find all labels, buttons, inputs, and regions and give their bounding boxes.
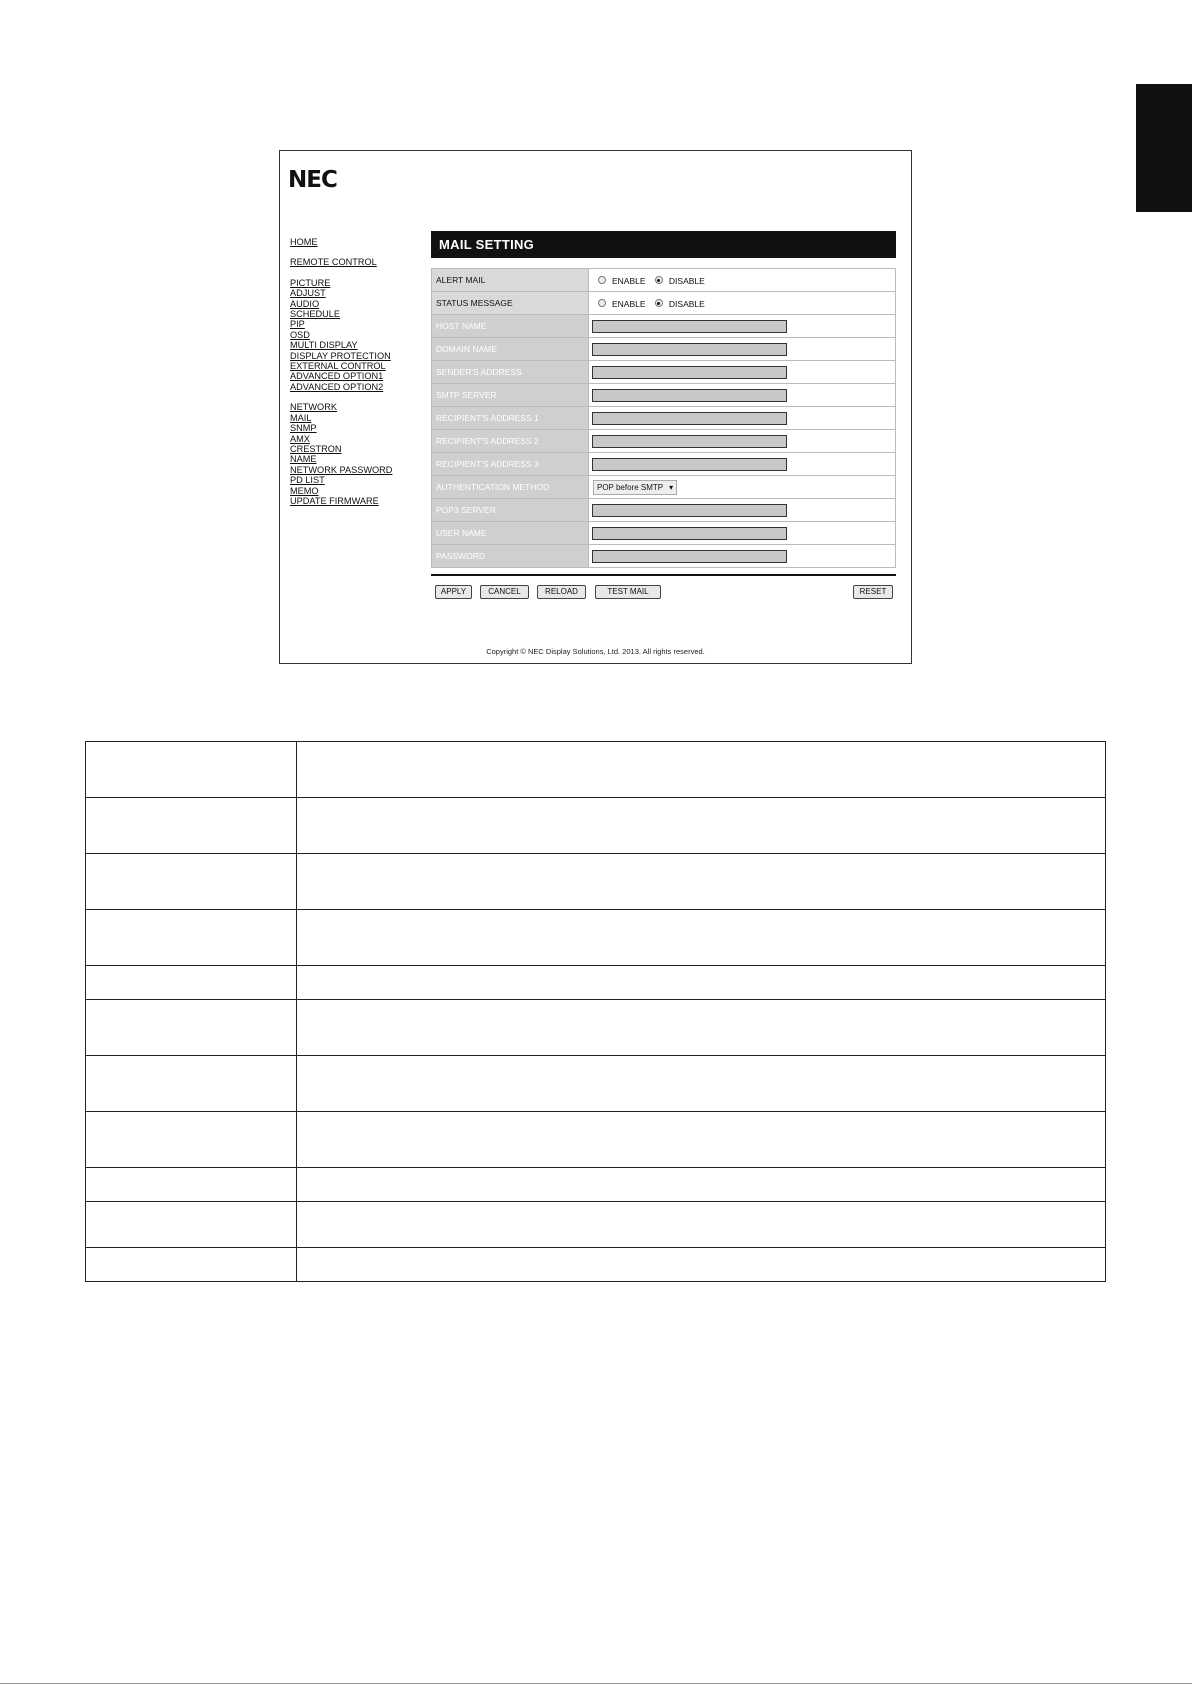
authentication-method-value: POP before SMTP bbox=[597, 482, 664, 492]
row-senders-address bbox=[432, 361, 896, 384]
table-row bbox=[86, 1202, 1106, 1248]
host-name-input[interactable] bbox=[592, 320, 787, 333]
table-row bbox=[86, 910, 1106, 966]
language-tab bbox=[1136, 84, 1192, 212]
test-mail-button[interactable]: TEST MAIL bbox=[595, 585, 661, 599]
table-row bbox=[86, 1168, 1106, 1202]
nav-update-firmware[interactable]: UPDATE FIRMWARE bbox=[290, 495, 379, 506]
row-user-name bbox=[432, 522, 896, 545]
nav-home[interactable]: HOME bbox=[290, 237, 318, 247]
settings-table bbox=[431, 268, 896, 568]
nav-schedule[interactable]: SCHEDULE bbox=[290, 309, 341, 320]
alert-mail-enable-radio[interactable] bbox=[598, 276, 606, 284]
nav-audio[interactable]: AUDIO bbox=[290, 298, 320, 309]
nav-display-protection[interactable]: DISPLAY PROTECTION bbox=[290, 350, 391, 361]
recipients-address-2-label: RECIPIENT'S ADDRESS 2 bbox=[432, 430, 589, 453]
chevron-down-icon: ▾ bbox=[669, 482, 674, 492]
senders-address-input[interactable] bbox=[592, 366, 787, 379]
page-footer-rule bbox=[0, 1683, 1192, 1684]
nav-mail[interactable]: MAIL bbox=[290, 412, 312, 423]
nav-pip[interactable]: PIP bbox=[290, 319, 305, 330]
row-recipients-address-3 bbox=[432, 453, 896, 476]
status-message-enable-label: ENABLE bbox=[612, 298, 646, 309]
table-row bbox=[86, 742, 1106, 798]
recipients-address-1-label: RECIPIENT'S ADDRESS 1 bbox=[432, 407, 589, 430]
table-row bbox=[86, 1000, 1106, 1056]
nav-memo[interactable]: MEMO bbox=[290, 485, 319, 496]
authentication-method-label: AUTHENTICATION METHOD bbox=[432, 476, 589, 499]
nav-name[interactable]: NAME bbox=[290, 454, 317, 465]
row-smtp-server bbox=[432, 384, 896, 407]
user-name-input[interactable] bbox=[592, 527, 787, 540]
sidebar-nav bbox=[290, 237, 392, 506]
pop3-server-label: POP3 SERVER bbox=[432, 499, 589, 522]
alert-mail-disable-radio[interactable] bbox=[655, 276, 663, 284]
row-domain-name bbox=[432, 338, 896, 361]
table-row bbox=[86, 1112, 1106, 1168]
nav-crestron[interactable]: CRESTRON bbox=[290, 443, 342, 454]
table-row bbox=[86, 798, 1106, 854]
password-label: PASSWORD bbox=[432, 545, 589, 568]
cancel-button[interactable]: CANCEL bbox=[480, 585, 529, 599]
description-table bbox=[85, 741, 1106, 1282]
domain-name-label: DOMAIN NAME bbox=[432, 338, 589, 361]
host-name-label: HOST NAME bbox=[432, 315, 589, 338]
row-status-message bbox=[432, 292, 896, 315]
nav-osd[interactable]: OSD bbox=[290, 329, 310, 340]
button-bar bbox=[431, 585, 896, 607]
alert-mail-enable-label: ENABLE bbox=[612, 275, 646, 286]
row-recipients-address-2 bbox=[432, 430, 896, 453]
nav-network[interactable]: NETWORK bbox=[290, 402, 337, 413]
nav-adjust[interactable]: ADJUST bbox=[290, 288, 326, 299]
nav-advanced-option1[interactable]: ADVANCED OPTION1 bbox=[290, 371, 384, 382]
nav-remote-control[interactable]: REMOTE CONTROL bbox=[290, 257, 377, 268]
nav-pd-list[interactable]: PD LIST bbox=[290, 475, 325, 486]
page-title: MAIL SETTING bbox=[431, 231, 896, 258]
domain-name-input[interactable] bbox=[592, 343, 787, 356]
smtp-server-input[interactable] bbox=[592, 389, 787, 402]
copyright-text: Copyright © NEC Display Solutions, Ltd. 2013. All rights reserved. bbox=[486, 647, 705, 656]
status-message-enable-radio[interactable] bbox=[598, 299, 606, 307]
row-recipients-address-1 bbox=[432, 407, 896, 430]
table-row bbox=[86, 1248, 1106, 1282]
row-password bbox=[432, 545, 896, 568]
browser-screenshot bbox=[279, 150, 912, 664]
status-message-disable-label: DISABLE bbox=[668, 298, 705, 309]
table-row bbox=[86, 966, 1106, 1000]
table-row bbox=[86, 854, 1106, 910]
smtp-server-label: SMTP SERVER bbox=[432, 384, 589, 407]
nav-snmp[interactable]: SNMP bbox=[290, 423, 317, 434]
nav-multi-display[interactable]: MULTI DISPLAY bbox=[290, 340, 358, 351]
reset-button[interactable]: RESET bbox=[853, 585, 893, 599]
mail-setting-panel bbox=[431, 231, 896, 607]
status-message-disable-radio[interactable] bbox=[655, 299, 663, 307]
authentication-method-select[interactable] bbox=[593, 480, 677, 495]
recipients-address-2-input[interactable] bbox=[592, 435, 787, 448]
password-input[interactable] bbox=[592, 550, 787, 563]
table-row bbox=[86, 1056, 1106, 1112]
nav-network-password[interactable]: NETWORK PASSWORD bbox=[290, 464, 393, 475]
nav-advanced-option2[interactable]: ADVANCED OPTION2 bbox=[290, 381, 384, 392]
nav-external-control[interactable]: EXTERNAL CONTROL bbox=[290, 361, 386, 372]
recipients-address-3-label: RECIPIENT'S ADDRESS 3 bbox=[432, 453, 589, 476]
apply-button[interactable]: APPLY bbox=[435, 585, 472, 599]
row-alert-mail bbox=[432, 269, 896, 292]
recipients-address-1-input[interactable] bbox=[592, 412, 787, 425]
pop3-server-input[interactable] bbox=[592, 504, 787, 517]
status-message-label: STATUS MESSAGE bbox=[432, 292, 589, 315]
row-authentication-method bbox=[432, 476, 896, 499]
nec-logo: NEC bbox=[288, 167, 337, 193]
row-pop3-server bbox=[432, 499, 896, 522]
user-name-label: USER NAME bbox=[432, 522, 589, 545]
alert-mail-label: ALERT MAIL bbox=[432, 269, 589, 292]
reload-button[interactable]: RELOAD bbox=[537, 585, 586, 599]
nav-picture[interactable]: PICTURE bbox=[290, 277, 331, 288]
senders-address-label: SENDER'S ADDRESS bbox=[432, 361, 589, 384]
nav-amx[interactable]: AMX bbox=[290, 433, 310, 444]
alert-mail-disable-label: DISABLE bbox=[668, 275, 705, 286]
row-host-name bbox=[432, 315, 896, 338]
recipients-address-3-input[interactable] bbox=[592, 458, 787, 471]
divider bbox=[431, 574, 896, 576]
